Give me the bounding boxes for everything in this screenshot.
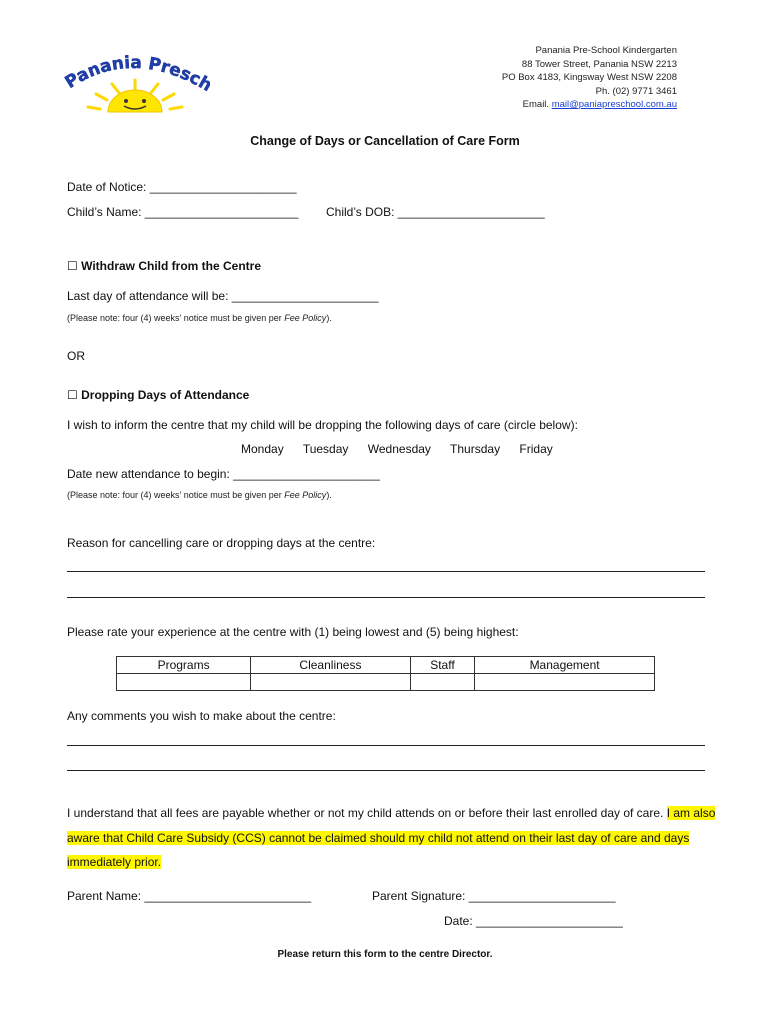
day-friday[interactable]: Friday: [519, 442, 553, 456]
fee-policy-ref: Fee Policy: [284, 490, 327, 500]
fees-declaration: [67, 801, 717, 875]
sun-logo-icon: [60, 52, 210, 114]
reason-line-2[interactable]: [67, 597, 705, 598]
dropping-notice-note: (Please note: four (4) weeks’ notice must be given per Fee Policy).: [67, 490, 332, 500]
rating-programs-cell[interactable]: [117, 674, 251, 691]
withdraw-option[interactable]: [67, 259, 261, 273]
childs-dob-field[interactable]: Child’s DOB: ______________________: [326, 205, 545, 219]
withdraw-heading: Withdraw Child from the Centre: [81, 259, 262, 273]
reason-label: Reason for cancelling care or dropping days at the centre:: [67, 536, 376, 550]
comments-label: Any comments you wish to make about the centre:: [67, 709, 336, 723]
day-thursday[interactable]: Thursday: [450, 442, 501, 456]
day-tuesday[interactable]: Tuesday: [302, 442, 349, 456]
day-wednesday[interactable]: Wednesday: [367, 442, 431, 456]
logo-text: Panania Presc: [61, 52, 204, 93]
email-link[interactable]: mail@paniapreschool.com.au: [551, 99, 677, 110]
day-monday[interactable]: Monday: [241, 442, 284, 456]
phone-line: Ph. (02) 9771 3461: [595, 85, 677, 97]
email-line: [502, 98, 677, 112]
rating-header-row: [117, 657, 655, 674]
dropping-heading: Dropping Days of Attendance: [81, 388, 250, 402]
centre-address: [502, 44, 677, 112]
rating-cleanliness-cell[interactable]: [251, 674, 411, 691]
withdraw-checkbox[interactable]: ☐: [67, 259, 78, 273]
dropping-option[interactable]: [67, 388, 249, 402]
or-label: OR: [67, 349, 85, 363]
rating-intro: Please rate your experience at the centre with (1) being lowest and (5) being highest:: [67, 625, 519, 639]
rating-table: [116, 656, 655, 691]
declaration-text: I understand that all fees are payable whether or not my child attends on or before their last enrolled day of care.: [67, 806, 667, 820]
dropping-checkbox[interactable]: ☐: [67, 388, 78, 402]
parent-signature-field[interactable]: Parent Signature: ______________________: [372, 889, 616, 903]
comments-line-2[interactable]: [67, 770, 705, 771]
address-line: PO Box 4183, Kingsway West NSW 2208: [501, 72, 677, 83]
reason-line-1[interactable]: [67, 571, 705, 572]
rating-management-cell[interactable]: [475, 674, 655, 691]
rating-col-management: Management: [475, 657, 655, 674]
rating-col-staff: Staff: [410, 657, 474, 674]
form-title: Change of Days or Cancellation of Care Form: [250, 134, 520, 148]
dropping-intro: I wish to inform the centre that my child will be dropping the following days of care (circle below):: [67, 418, 578, 432]
new-attendance-date-field[interactable]: Date new attendance to begin: ______________________: [67, 467, 380, 481]
address-line: Panania Pre-School Kindergarten: [535, 45, 677, 56]
parent-name-field[interactable]: Parent Name: _________________________: [67, 889, 312, 903]
rating-input-row: [117, 674, 655, 691]
preschool-logo: [60, 52, 210, 114]
days-options: [241, 442, 569, 456]
withdraw-notice-note: (Please note: four (4) weeks’ notice must be given per Fee Policy).: [67, 313, 332, 323]
rating-col-cleanliness: Cleanliness: [251, 657, 411, 674]
email-label: Email.: [522, 99, 552, 110]
childs-name-field[interactable]: Child’s Name: _______________________: [67, 205, 299, 219]
address-line: 88 Tower Street, Panania NSW 2213: [521, 58, 677, 70]
signoff-date-field[interactable]: Date: ______________________: [444, 914, 623, 928]
comments-line-1[interactable]: [67, 745, 705, 746]
date-of-notice-field[interactable]: Date of Notice: ______________________: [67, 180, 297, 194]
rating-staff-cell[interactable]: [410, 674, 474, 691]
fee-policy-ref: Fee Policy: [284, 313, 327, 323]
rating-col-programs: Programs: [117, 657, 251, 674]
ccs-highlighted-text: I am also aware that Child Care Subsidy (CCS) cannot be claimed should my child not attend on their last day of care and days immediately prior.: [67, 806, 716, 869]
last-day-field[interactable]: Last day of attendance will be: ______________________: [67, 289, 379, 303]
return-instruction: Please return this form to the centre Director.: [277, 949, 493, 960]
